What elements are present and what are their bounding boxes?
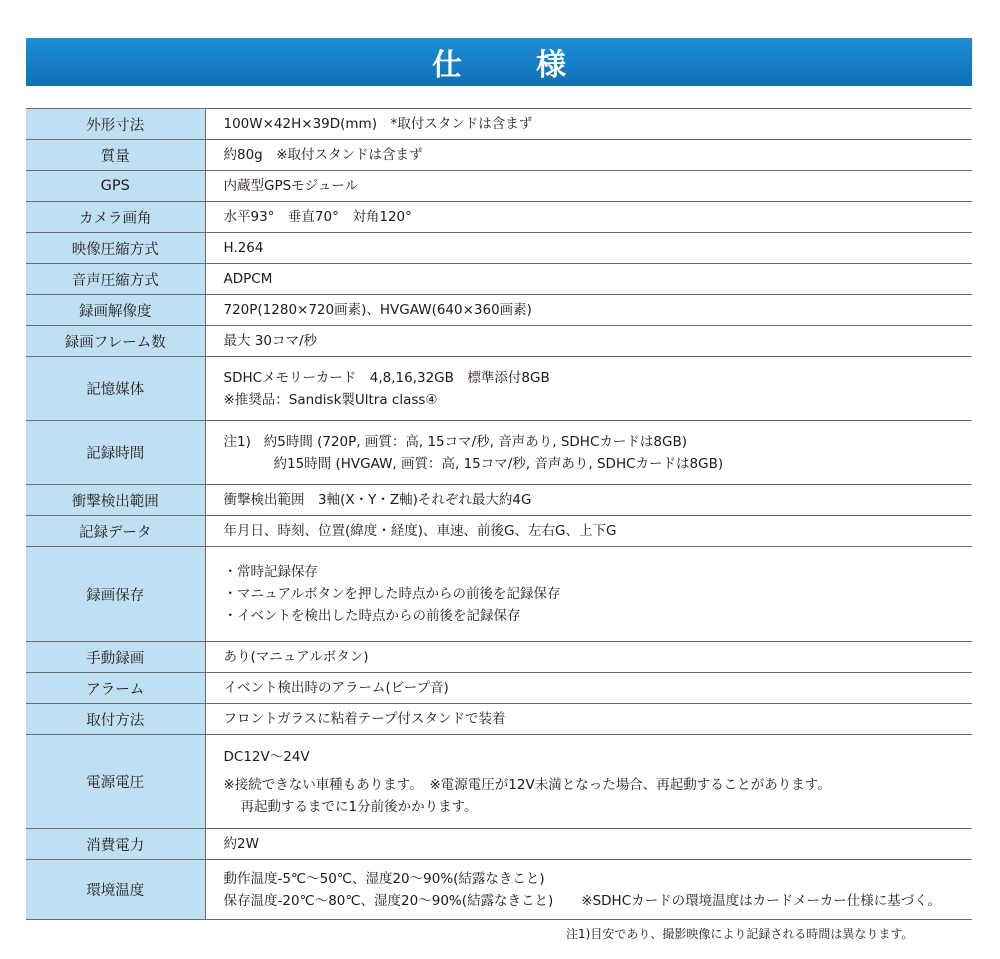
row-label: アラーム [26,673,205,704]
table-row [26,735,972,829]
row-value: 年月日、時刻、位置(緯度・経度)、車速、前後G、左右G、上下G [223,523,617,539]
table-row [26,264,972,295]
spec-title-banner [26,38,972,86]
row-value: H.264 [223,240,264,256]
table-row [26,485,972,516]
spec-table [26,108,972,920]
row-value: 最大 30コマ/秒 [223,333,318,349]
row-label: カメラ画角 [26,202,205,233]
row-label: 記録時間 [26,421,205,485]
row-label: 録画保存 [26,547,205,642]
table-row [26,704,972,735]
table-row [26,109,972,140]
row-label: 衝撃検出範囲 [26,485,205,516]
row-label: 外形寸法 [26,109,205,140]
row-label: 記録データ [26,516,205,547]
row-label: 映像圧縮方式 [26,233,205,264]
row-label: GPS [26,171,205,202]
row-label: 環境温度 [26,860,205,920]
row-value: イベント検出時のアラーム(ビープ音) [223,680,449,696]
row-label: 手動録画 [26,642,205,673]
table-row [26,516,972,547]
row-value: SDHCメモリーカード 4,8,16,32GB 標準添付8GB ※推奨品：Sandisk製Ultra class④ [223,369,550,408]
page-title: 仕 様 [432,48,588,83]
row-value: あり(マニュアルボタン) [223,649,369,665]
row-value: 動作温度-5℃〜50℃、湿度20〜90%(結露なきこと) 保存温度-20℃〜80℃、湿度20〜90%(結露なきこと) ※SDHCカードの環境温度はカードメーカー仕様に基づく。 [223,870,941,909]
row-value: ADPCM [223,271,273,287]
row-label: 消費電力 [26,829,205,860]
table-row [26,326,972,357]
row-value: 内蔵型GPSモジュール [223,178,359,194]
row-label: 音声圧縮方式 [26,264,205,295]
table-row [26,642,972,673]
table-row [26,829,972,860]
row-value: 720P(1280×720画素)、HVGAW(640×360画素) [223,302,532,318]
table-row [26,295,972,326]
table-row [26,233,972,264]
row-label: 録画フレーム数 [26,326,205,357]
table-row [26,673,972,704]
row-label: 取付方法 [26,704,205,735]
row-value: 衝撃検出範囲 3軸(X・Y・Z軸)それぞれ最大約4G [223,492,532,508]
footnote: 注1)目安であり、撮影映像により記録される時間は異なります。 [566,927,914,941]
row-value: フロントガラスに粘着テープ付スタンドで装着 [223,711,506,727]
table-row [26,547,972,642]
table-row [26,171,972,202]
row-label: 録画解像度 [26,295,205,326]
row-value: DC12V〜24V ※接続できない車種もあります。 ※電源電圧が12V未満となった場合、再起動することがあります。 再起動するまでに1分前後かかります。 [223,748,831,815]
table-row [26,421,972,485]
row-value: 注1) 約5時間 (720P, 画質：高, 15コマ/秒, 音声あり, SDHCカードは8GB) 約15時間 (HVGAW, 画質：高, 15コマ/秒, 音声あり, SDHCカードは8GB) [223,433,724,472]
row-value: 約2W [223,836,259,852]
row-label: 電源電圧 [26,735,205,829]
row-value: 100W×42H×39D(mm) *取付スタンドは含まず [223,116,533,132]
row-value: 約80g ※取付スタンドは含まず [223,147,423,163]
table-row [26,202,972,233]
row-value: ・常時記録保存 ・マニュアルボタンを押した時点からの前後を記録保存 ・イベントを検出した時点からの前後を記録保存 [223,564,561,624]
table-row [26,860,972,920]
row-label: 質量 [26,140,205,171]
note-marker: 注1) [223,433,251,450]
table-row [26,357,972,421]
table-row [26,140,972,171]
row-label: 記憶媒体 [26,357,205,421]
row-value: 水平93° 垂直70° 対角120° [223,209,412,225]
